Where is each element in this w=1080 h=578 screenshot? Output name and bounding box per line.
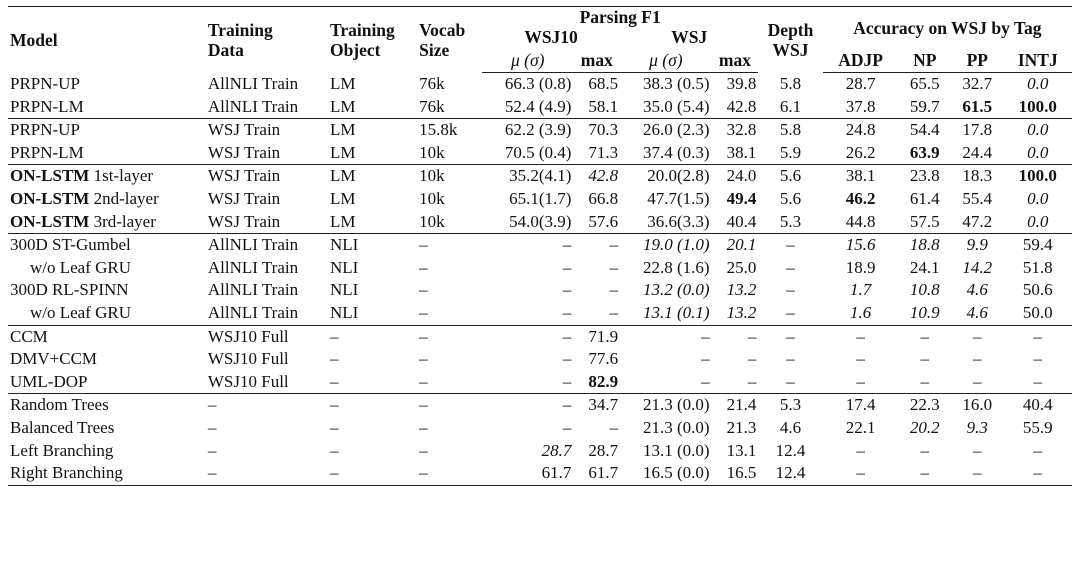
cell-w10mu: – [562, 302, 572, 322]
table-row [8, 119, 1072, 142]
cell-depth: 5.8 [779, 73, 802, 93]
cell-adjp: – [823, 325, 899, 348]
table-row [8, 165, 1072, 188]
cell-data: AllNLI Train [206, 234, 328, 257]
cell-wmax: 13.2 [726, 280, 757, 300]
cell-w10max: 28.7 [588, 440, 619, 460]
cell-intj: 0.0 [1004, 119, 1072, 142]
cell-np: – [920, 440, 930, 460]
cell-wmu: 35.0 (5.4) [643, 96, 710, 116]
model-name [8, 188, 206, 211]
cell-depth: – [786, 280, 795, 300]
cell-w10mu: – [482, 234, 573, 257]
cell-intj: 0.0 [1027, 74, 1049, 93]
cell-wmax: 49.4 [726, 188, 757, 208]
model-name [8, 73, 206, 96]
cell-intj: 100.0 [1004, 165, 1072, 188]
cell-obj: LM [329, 211, 356, 231]
table-row [8, 302, 1072, 325]
cell-obj: LM [329, 188, 356, 208]
table-row [8, 234, 1072, 257]
col-accuracy-by-tag: Accuracy on WSJ by Tag [823, 7, 1072, 49]
cell-pp: – [973, 440, 982, 460]
cell-intj: – [1033, 371, 1043, 391]
cell-pp: 14.2 [962, 257, 993, 277]
cell-w10mu: 61.7 [482, 462, 573, 485]
cell-w10max: 66.8 [588, 188, 619, 208]
cell-vocab: – [419, 417, 428, 437]
cell-data: WSJ Train [207, 188, 281, 208]
cell-data: AllNLI Train [207, 73, 299, 93]
cell-wmu: 37.4 (0.3) [643, 142, 710, 162]
cell-intj: 51.8 [1022, 257, 1053, 277]
cell-w10mu: 54.0(3.9) [509, 211, 572, 231]
col-wsj: WSJ [671, 27, 708, 47]
table-row [8, 279, 1072, 302]
model-name-text: DMV+CCM [10, 349, 98, 369]
cell-vocab: 10k [419, 188, 445, 208]
cell-vocab: – [419, 371, 428, 391]
cell-np: 24.1 [909, 257, 940, 277]
cell-w10max: 42.8 [573, 165, 620, 188]
cell-adjp: 18.9 [845, 257, 876, 277]
table-row [8, 96, 1072, 119]
model-name-bold: ON-LSTM [10, 188, 90, 208]
model-name-text: 300D ST-Gumbel [10, 235, 131, 255]
cell-adjp: 46.2 [845, 188, 876, 208]
cell-np: 18.8 [899, 234, 952, 257]
cell-pp: 55.4 [962, 188, 993, 208]
cell-adjp: – [856, 440, 865, 460]
cell-obj: NLI [328, 234, 417, 257]
cell-data: WSJ Train [206, 165, 328, 188]
cell-w10mu: – [562, 257, 572, 277]
cell-data: WSJ Train [207, 211, 281, 231]
cell-np: – [899, 462, 952, 485]
cell-w10max: – [573, 234, 620, 257]
cell-intj: – [1033, 349, 1043, 369]
table-row [8, 142, 1072, 165]
cell-w10max: 70.3 [573, 119, 620, 142]
cell-adjp: 22.1 [845, 417, 876, 437]
cell-np: 10.9 [909, 302, 940, 322]
cell-intj: 0.0 [1027, 188, 1049, 208]
cell-data: WSJ10 Full [207, 371, 289, 391]
model-name-text: Balanced Trees [10, 417, 115, 437]
cell-w10mu: 28.7 [541, 440, 572, 460]
cell-pp: – [951, 325, 1004, 348]
cell-adjp: 38.1 [823, 165, 899, 188]
cell-np: – [920, 371, 930, 391]
cell-w10max: 71.3 [588, 142, 619, 162]
cell-data: WSJ10 Full [207, 349, 289, 369]
cell-pp: – [973, 349, 982, 369]
cell-data: AllNLI Train [207, 302, 299, 322]
cell-wmu: 38.3 (0.5) [643, 74, 710, 93]
col-wsj10: WSJ10 [524, 27, 578, 47]
cell-vocab: 76k [419, 96, 445, 116]
cell-pp: 32.7 [962, 74, 993, 93]
cell-depth: 5.3 [758, 394, 822, 417]
cell-w10max: 34.7 [573, 394, 620, 417]
table-row [8, 462, 1072, 485]
cell-vocab: – [417, 462, 482, 485]
model-name [8, 325, 206, 348]
table-row [8, 371, 1072, 394]
model-name-text: Right Branching [10, 463, 123, 483]
cell-adjp: 26.2 [845, 142, 876, 162]
col-training-data: Training Data [206, 7, 328, 73]
cell-pp: 18.3 [951, 165, 1004, 188]
model-name-text: PRPN-LM [10, 142, 84, 162]
cell-depth: 6.1 [779, 96, 802, 116]
cell-wmax: 13.2 [726, 302, 757, 322]
table-body [8, 73, 1072, 486]
col-vocab-size: Vocab Size [417, 7, 482, 73]
cell-depth: – [786, 349, 795, 369]
cell-obj: – [328, 462, 417, 485]
cell-adjp: 1.6 [850, 302, 872, 322]
cell-wmu: – [620, 325, 711, 348]
cell-data: WSJ Train [206, 119, 328, 142]
cell-w10max: – [609, 280, 619, 300]
model-name-bold: ON-LSTM [10, 166, 90, 186]
cell-intj: 40.4 [1004, 394, 1072, 417]
model-name-text: PRPN-UP [10, 120, 80, 140]
table-row [8, 73, 1072, 96]
model-name [8, 96, 206, 119]
cell-wmax: – [747, 371, 757, 391]
cell-obj: LM [329, 142, 356, 162]
cell-intj: 0.0 [1027, 211, 1049, 231]
col-training-object: Training Object [328, 7, 417, 73]
cell-adjp: – [823, 462, 899, 485]
cell-adjp: 24.8 [823, 119, 899, 142]
cell-np: 57.5 [909, 211, 940, 231]
cell-w10max: 82.9 [588, 371, 619, 391]
cell-np: 65.5 [909, 74, 940, 93]
model-name [8, 394, 206, 417]
cell-depth: 12.4 [758, 462, 822, 485]
cell-data: WSJ Train [207, 142, 281, 162]
cell-pp: – [973, 371, 982, 391]
cell-wmu: 21.3 (0.0) [620, 394, 711, 417]
col-tag-intj: INTJ [1004, 48, 1072, 73]
cell-obj: NLI [329, 280, 359, 300]
model-name-text: UML-DOP [10, 371, 88, 391]
model-name-bold: ON-LSTM [10, 211, 90, 231]
cell-w10max: 58.1 [588, 96, 619, 116]
col-tag-pp: PP [951, 48, 1004, 73]
model-name [8, 462, 206, 485]
cell-wmu: 26.0 (2.3) [620, 119, 711, 142]
cell-obj: – [329, 349, 339, 369]
cell-adjp: 37.8 [845, 96, 876, 116]
cell-vocab: – [419, 440, 428, 460]
cell-obj: – [328, 325, 417, 348]
cell-wmu: 20.0(2.8) [620, 165, 711, 188]
cell-w10max: – [609, 257, 619, 277]
cell-wmax: 25.0 [726, 257, 757, 277]
model-name [8, 211, 206, 234]
cell-depth: 5.6 [758, 165, 822, 188]
table-row [8, 417, 1072, 440]
cell-depth: – [758, 325, 822, 348]
cell-vocab: 10k [419, 211, 445, 231]
cell-np: 23.8 [899, 165, 952, 188]
cell-w10mu: 52.4 (4.9) [504, 96, 572, 116]
cell-wmax: 21.3 [726, 417, 757, 437]
cell-adjp: 28.7 [845, 74, 876, 93]
cell-intj: 50.6 [1022, 280, 1053, 300]
cell-data: WSJ10 Full [206, 325, 328, 348]
cell-wmu: 13.1 (0.1) [643, 302, 710, 322]
model-name [8, 348, 206, 371]
cell-depth: 12.4 [775, 440, 806, 460]
cell-data: – [206, 462, 328, 485]
model-name [8, 371, 206, 394]
cell-w10mu: 70.5 (0.4) [504, 142, 572, 162]
model-name-text: w/o Leaf GRU [30, 257, 132, 277]
cell-obj: – [329, 440, 339, 460]
cell-w10mu: 65.1(1.7) [509, 188, 572, 208]
cell-w10max: 71.9 [573, 325, 620, 348]
cell-np: – [920, 349, 930, 369]
cell-w10max: – [609, 302, 619, 322]
cell-pp: 16.0 [951, 394, 1004, 417]
col-wsj-mu-sigma: μ (σ) [620, 48, 711, 73]
col-tag-adjp: ADJP [823, 48, 899, 73]
cell-pp: 4.6 [966, 280, 988, 300]
model-name [8, 417, 206, 440]
cell-vocab: 76k [419, 73, 445, 93]
cell-vocab: 15.8k [417, 119, 482, 142]
cell-w10max: 57.6 [588, 211, 619, 231]
table-row [8, 188, 1072, 211]
cell-obj: LM [328, 165, 417, 188]
cell-adjp: 15.6 [823, 234, 899, 257]
cell-np: 63.9 [909, 142, 940, 162]
cell-data: AllNLI Train [207, 257, 299, 277]
cell-vocab: – [419, 349, 428, 369]
cell-adjp: 44.8 [845, 211, 876, 231]
cell-w10mu: – [482, 394, 573, 417]
cell-w10mu: – [562, 371, 572, 391]
col-wsj10-max: max [573, 48, 620, 73]
model-name-text: 2nd-layer [89, 188, 159, 208]
cell-data: – [207, 417, 217, 437]
table-header [8, 7, 1072, 73]
col-depth-wsj: Depth WSJ [758, 7, 822, 73]
cell-wmu: 21.3 (0.0) [643, 417, 710, 437]
cell-obj: NLI [329, 257, 359, 277]
cell-np: 54.4 [899, 119, 952, 142]
cell-depth: 5.3 [779, 211, 802, 231]
cell-wmu: 22.8 (1.6) [643, 257, 710, 277]
model-name [8, 119, 206, 142]
cell-np: 20.2 [909, 417, 940, 437]
cell-data: AllNLI Train [207, 96, 299, 116]
cell-vocab: – [417, 325, 482, 348]
cell-wmu: – [701, 349, 710, 369]
cell-wmu: 13.2 (0.0) [643, 280, 710, 300]
cell-wmu: 16.5 (0.0) [620, 462, 711, 485]
col-model: Model [8, 7, 206, 73]
cell-depth: – [786, 371, 795, 391]
cell-vocab: – [419, 257, 428, 277]
cell-w10max: – [609, 417, 619, 437]
cell-intj: 0.0 [1027, 142, 1049, 162]
cell-vocab: 10k [419, 142, 445, 162]
cell-pp: 24.4 [962, 142, 993, 162]
cell-pp: 9.3 [966, 417, 988, 437]
cell-depth: – [758, 234, 822, 257]
cell-wmu: 36.6(3.3) [647, 211, 710, 231]
cell-depth: 4.6 [779, 417, 802, 437]
cell-vocab: – [417, 234, 482, 257]
cell-adjp: – [856, 371, 865, 391]
cell-wmax: 21.4 [712, 394, 759, 417]
table-row [8, 394, 1072, 417]
cell-w10max: 61.7 [573, 462, 620, 485]
cell-wmax: 24.0 [712, 165, 759, 188]
cell-np: 22.3 [899, 394, 952, 417]
model-name [8, 302, 206, 325]
cell-np: 10.8 [909, 280, 940, 300]
model-name-text: w/o Leaf GRU [30, 302, 132, 322]
cell-np: 61.4 [909, 188, 940, 208]
model-name [8, 142, 206, 165]
cell-w10max: 77.6 [588, 349, 619, 369]
model-name-text: Left Branching [10, 440, 114, 460]
cell-w10max: 68.5 [588, 74, 619, 93]
model-name [8, 440, 206, 463]
cell-w10mu: – [562, 280, 572, 300]
model-name-text: CCM [10, 326, 48, 346]
cell-pp: 61.5 [962, 96, 993, 116]
model-name-text: PRPN-LM [10, 96, 84, 116]
cell-data: – [207, 440, 217, 460]
model-name-text: 300D RL-SPINN [10, 280, 129, 300]
cell-obj: – [328, 394, 417, 417]
model-name-text: Random Trees [10, 395, 109, 415]
cell-pp: 4.6 [966, 302, 988, 322]
cell-wmax: 16.5 [712, 462, 759, 485]
cell-adjp: 17.4 [823, 394, 899, 417]
cell-adjp: – [856, 349, 865, 369]
cell-pp: 17.8 [951, 119, 1004, 142]
cell-intj: – [1033, 440, 1043, 460]
cell-obj: LM [329, 73, 356, 93]
cell-pp: – [951, 462, 1004, 485]
cell-wmu: 19.0 (1.0) [620, 234, 711, 257]
cell-depth: 5.6 [779, 188, 802, 208]
cell-depth: 5.8 [758, 119, 822, 142]
cell-w10mu: 66.3 (0.8) [504, 74, 572, 93]
model-name [8, 257, 206, 280]
cell-intj: – [1004, 325, 1072, 348]
table-row [8, 257, 1072, 280]
cell-obj: – [329, 417, 339, 437]
table-row [8, 325, 1072, 348]
cell-vocab: – [417, 394, 482, 417]
cell-intj: 100.0 [1018, 96, 1057, 116]
cell-obj: LM [329, 96, 356, 116]
cell-vocab: – [419, 302, 428, 322]
cell-wmax: – [712, 325, 759, 348]
cell-depth: 5.9 [779, 142, 802, 162]
cell-w10mu: 62.2 (3.9) [482, 119, 573, 142]
cell-intj: 50.0 [1022, 302, 1053, 322]
cell-intj: 55.9 [1022, 417, 1053, 437]
cell-adjp: 1.7 [850, 280, 872, 300]
cell-w10mu: – [482, 325, 573, 348]
cell-wmax: 42.8 [726, 96, 757, 116]
col-wsj10-mu-sigma: μ (σ) [482, 48, 573, 73]
cell-w10mu: 35.2(4.1) [482, 165, 573, 188]
cell-intj: 59.4 [1004, 234, 1072, 257]
cell-depth: – [786, 257, 795, 277]
table-row [8, 211, 1072, 234]
cell-wmax: 32.8 [712, 119, 759, 142]
col-parsing-f1: Parsing F1 [482, 7, 758, 28]
cell-data: AllNLI Train [207, 280, 299, 300]
cell-pp: 9.9 [951, 234, 1004, 257]
cell-obj: NLI [329, 302, 359, 322]
cell-intj: – [1004, 462, 1072, 485]
cell-obj: LM [328, 119, 417, 142]
col-tag-np: NP [899, 48, 952, 73]
cell-w10mu: – [562, 417, 572, 437]
model-name [8, 234, 206, 257]
cell-data: – [206, 394, 328, 417]
cell-wmax: 38.1 [726, 142, 757, 162]
cell-wmax: 13.1 [726, 440, 757, 460]
cell-np: – [899, 325, 952, 348]
cell-wmax: 40.4 [726, 211, 757, 231]
cell-wmax: 39.8 [726, 74, 757, 93]
model-name-text: 1st-layer [89, 166, 154, 186]
model-name [8, 165, 206, 188]
cell-wmax: – [747, 349, 757, 369]
cell-wmax: 20.1 [712, 234, 759, 257]
col-wsj-max: max [712, 48, 759, 73]
table-row [8, 348, 1072, 371]
cell-vocab: – [419, 280, 428, 300]
model-name-text: PRPN-UP [10, 73, 80, 93]
cell-wmu: – [701, 371, 710, 391]
cell-wmu: 13.1 (0.0) [643, 440, 710, 460]
cell-obj: – [329, 371, 339, 391]
table-row [8, 440, 1072, 463]
cell-pp: 47.2 [962, 211, 993, 231]
cell-wmu: 47.7(1.5) [647, 188, 710, 208]
cell-w10mu: – [562, 349, 572, 369]
model-name-text: 3rd-layer [89, 211, 156, 231]
results-table [8, 6, 1072, 486]
cell-vocab: 10k [417, 165, 482, 188]
cell-np: 59.7 [909, 96, 940, 116]
cell-depth: – [786, 302, 795, 322]
model-name [8, 279, 206, 302]
